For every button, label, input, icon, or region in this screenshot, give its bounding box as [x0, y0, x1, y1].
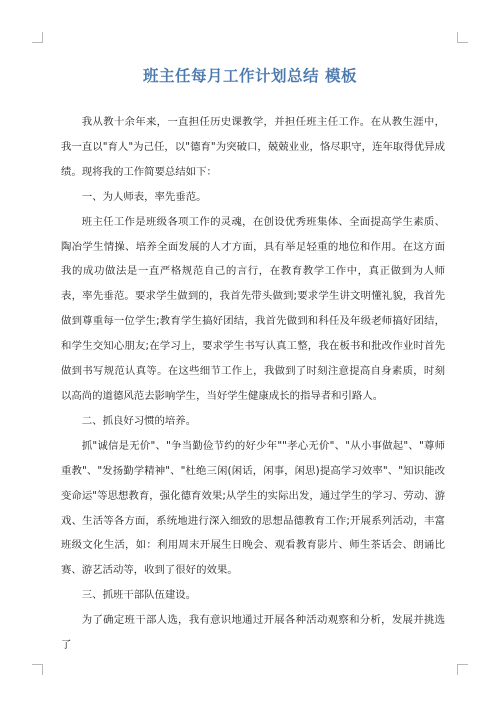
crop-mark-bottom-left — [32, 664, 43, 675]
section-heading-3: 三、抓班干部队伍建设。 — [81, 589, 197, 602]
crop-mark-top-left — [32, 32, 43, 43]
document-body — [61, 110, 445, 658]
section-2-paragraph: 抓"诚信是无价"、"争当勤俭节约的好少年""孝心无价"、"从小事做起"、"尊师重教"、"发扬勤学精神"、"杜绝三闲(闲话，闲事，闲思)提高学习效率"、"知识能改变命运"等思想教育，强化德育效果;从学生的实际出发，通过学生的学习、劳动、游戏、生活等各方面，系统地进行深入细致的思想品德教育工作;开展系列活动，丰富班级文化生活，如：利用周末开展生日晚会、观看教育影片、师生茶话会、朗诵比赛、游艺活动等，收到了很好的效果。 — [61, 439, 445, 577]
section-heading-2: 二、抓良好习惯的培养。 — [81, 414, 197, 427]
section-1-paragraph: 班主任工作是班级各项工作的灵魂，在创设优秀班集体、全面提高学生素质、陶冶学生情操、培养全面发展的人才方面，具有举足轻重的地位和作用。在这方面我的成功做法是一直严格规范自己的言行，在教育教学工作中，真正做到为人师表，率先垂范。要求学生做到的，我首先带头做到;要求学生讲文明懂礼貌，我首先做到尊重每一位学生;教育学生搞好团结，我首先做到和科任及年级老师搞好团结，和学生交知心朋友;在学习上，要求学生书写认真工整，我在板书和批改作业时首先做到书写规范认真等。在这些细节工作上，我做到了时刻注意提高自身素质，时刻以高尚的道德风范去影响学生，当好学生健康成长的指导者和引路人。 — [61, 215, 445, 402]
intro-paragraph: 我从教十余年来，一直担任历史课教学，并担任班主任工作。在从教生涯中，我一直以"育人"为己任，以"德育"为突破口，兢兢业业，恪尽职守，连年取得优异成绩。现将我的工作简要总结如下： — [61, 116, 445, 178]
crop-mark-bottom-right — [457, 664, 468, 675]
section-heading-1: 一、为人师表，率先垂范。 — [81, 190, 207, 203]
document-title: 班主任每月工作计划总结 模板 — [143, 67, 357, 85]
crop-mark-top-right — [457, 32, 468, 43]
section-3-paragraph: 为了确定班干部人选，我有意识地通过开展各种活动观察和分析，发展并挑选了 — [61, 614, 445, 652]
